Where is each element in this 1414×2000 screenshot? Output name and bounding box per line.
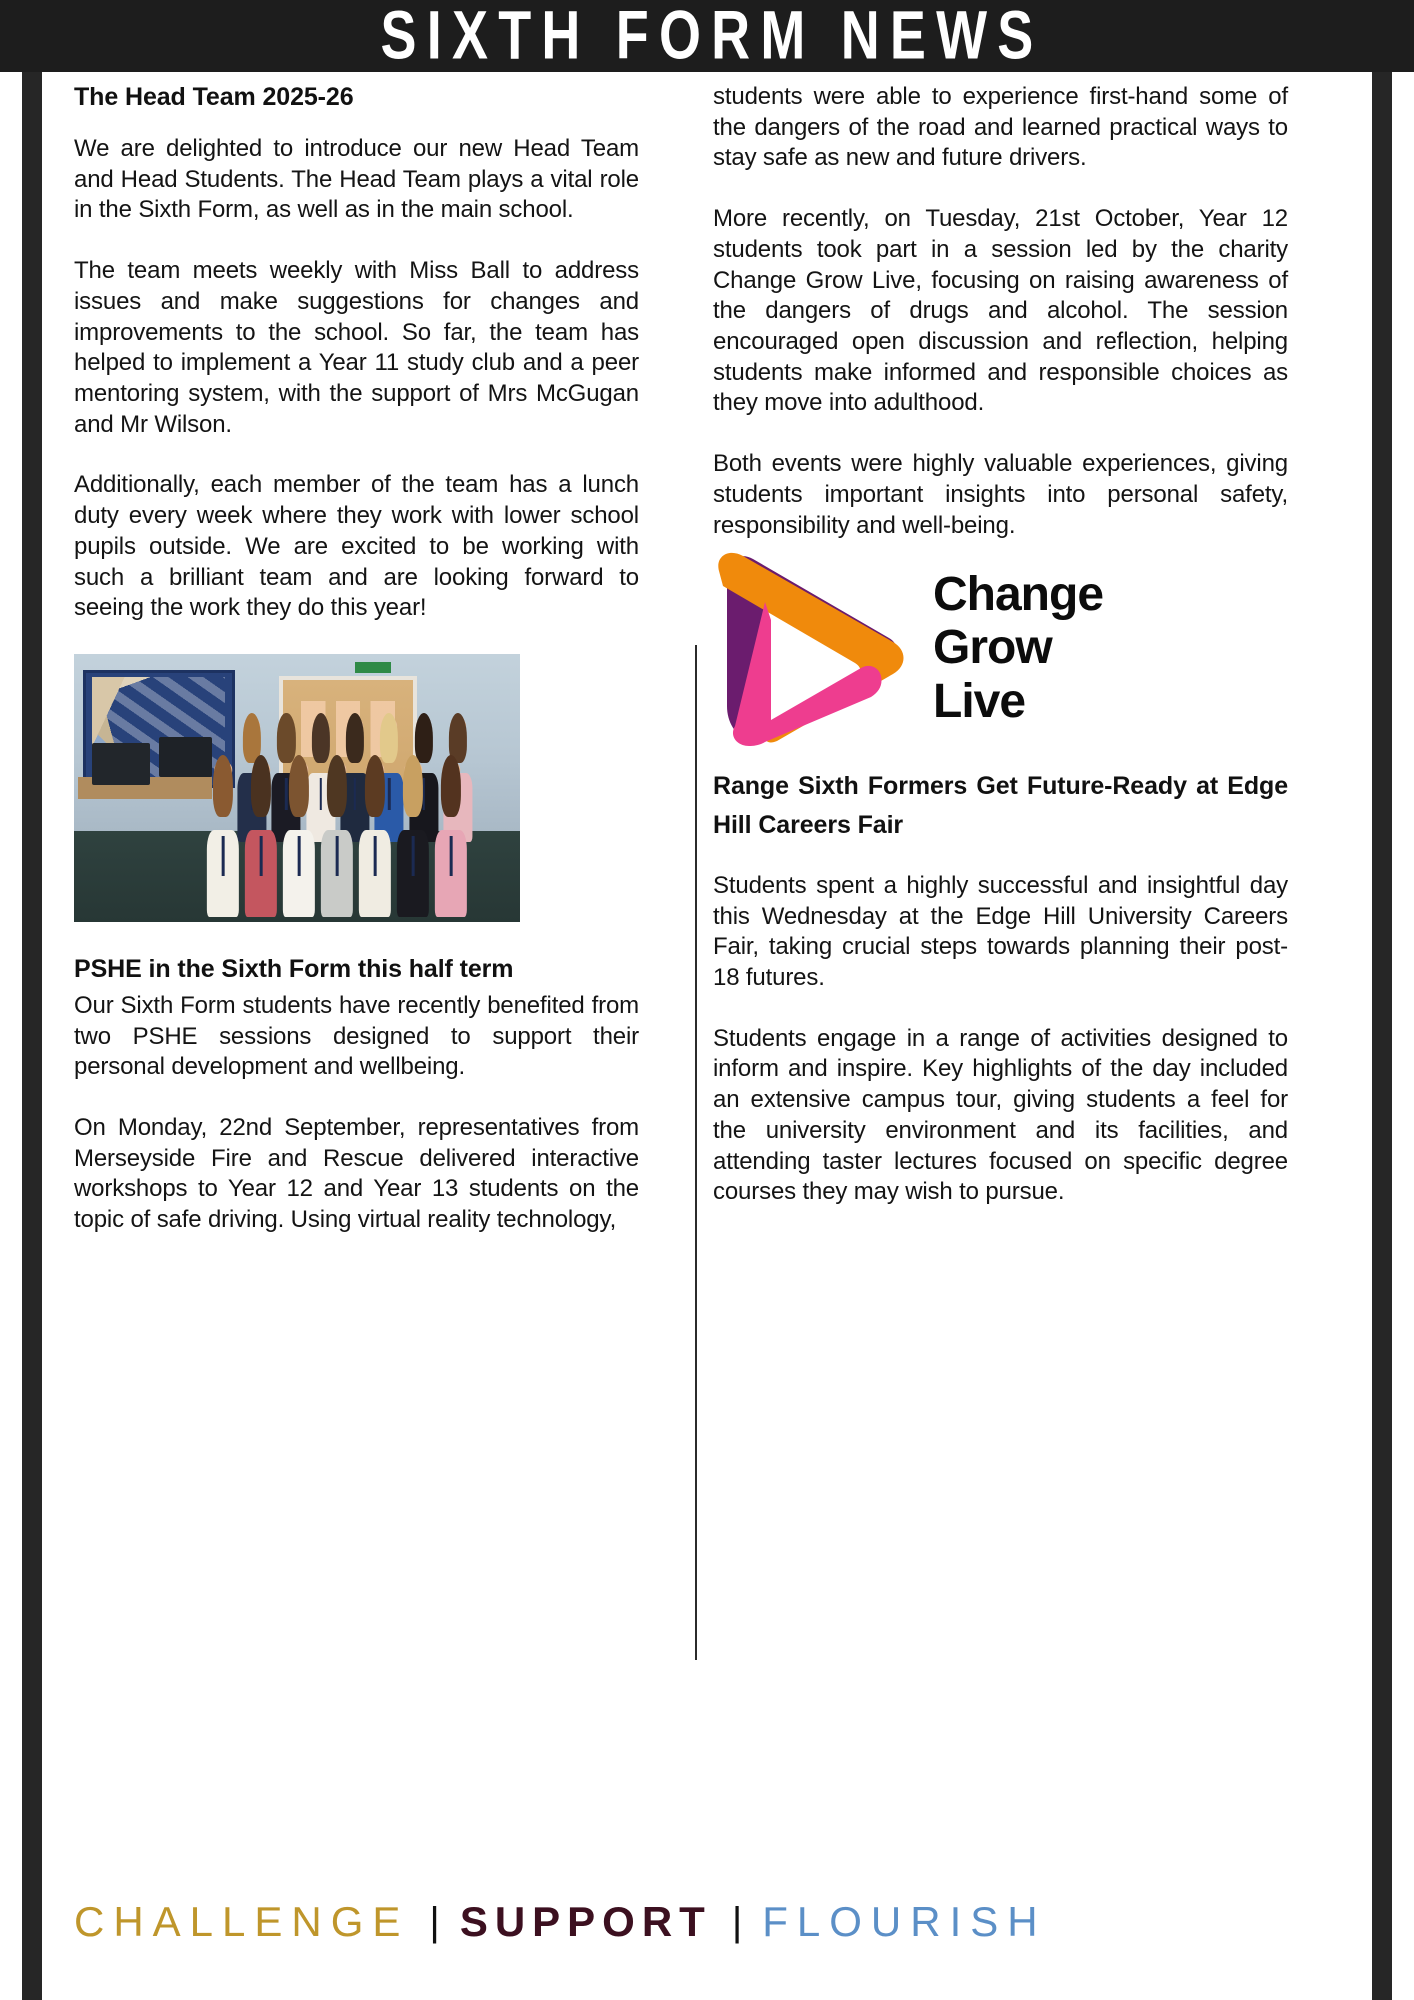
change-grow-live-logo	[713, 545, 1288, 751]
heading-head-team: The Head Team 2025-26	[74, 83, 354, 111]
photo-person	[434, 761, 468, 916]
photo-person	[320, 761, 354, 916]
paragraph-pshe-intro: Our Sixth Form students have recently benefited from two PSHE sessions designed to support their personal development and wellbeing.	[74, 991, 639, 1081]
right-border-rail	[1372, 72, 1392, 2000]
paragraph-careers-fair-activities: Students engage in a range of activities designed to inform and inspire. Key highlights of the day included an extensive campus tour, giving students a feel for the university environment and its facilities, and attending taster lectures focused on specific degree courses they may wish to pursue.	[713, 1024, 1288, 1206]
masthead-banner	[0, 0, 1414, 72]
strapline-challenge: CHALLENGE	[74, 1898, 410, 1945]
right-column	[713, 82, 1288, 1236]
paragraph-head-team-intro: We are delighted to introduce our new Head Team and Head Students. The Head Team plays a vital role in the Sixth Form, as well as in the main school.	[74, 135, 639, 224]
paragraph-events-summary: Both events were highly valuable experiences, giving students important insights into personal safety, responsibility and well-being.	[713, 450, 1288, 539]
paragraph-head-team-meetings: The team meets weekly with Miss Ball to address issues and make suggestions for changes and improvements to the school. So far, the team has helped to implement a Year 11 study club and a peer mentoring system, with the support of Mrs McGugan and Mr Wilson.	[74, 257, 639, 438]
strapline-separator-two: |	[731, 1899, 743, 1944]
photo-person	[396, 761, 430, 916]
heading-pshe: PSHE in the Sixth Form this half term	[74, 955, 514, 984]
photo-person	[282, 761, 316, 916]
photo-person	[206, 761, 240, 916]
strapline-flourish: FLOURISH	[762, 1898, 1047, 1945]
paragraph-pshe-fire-rescue: On Monday, 22nd September, representatives from Merseyside Fire and Rescue delivered interactive workshops to Year 12 and Year 13 students on the topic of safe driving. Using virtual reality technology,	[74, 1113, 639, 1234]
paragraph-change-grow-live-session: More recently, on Tuesday, 21st October, Year 12 students took part in a session led by the charity Change Grow Live, focusing on raising awareness of the dangers of drugs and alcohol. The session encouraged open discussion and reflection, helping students make informed and responsible choices as they move into adulthood.	[713, 205, 1288, 417]
strapline	[74, 1898, 1364, 1946]
strapline-separator-one: |	[429, 1899, 440, 1944]
head-team-group-photo	[74, 654, 520, 922]
logo-line-grow: Grow	[933, 621, 1052, 675]
left-column	[74, 82, 649, 1236]
page-title: SIXTH FORM NEWS	[380, 0, 1044, 74]
strapline-support: SUPPORT	[459, 1898, 712, 1945]
columns-wrapper	[74, 82, 1364, 1236]
paragraph-careers-fair-intro: Students spent a highly successful and insightful day this Wednesday at the Edge Hill University Careers Fair, taking crucial steps towards planning their post-18 futures.	[713, 871, 1288, 991]
logo-line-live: Live	[933, 675, 1026, 729]
photo-person	[358, 761, 392, 916]
photo-front-row	[74, 761, 520, 916]
change-grow-live-play-triangle-icon	[713, 550, 913, 746]
paragraph-head-team-duties: Additionally, each member of the team has a lunch duty every week where they work with lower school pupils outside. We are excited to be working with such a brilliant team and are looking forward to seeing the work they do this year!	[74, 471, 639, 622]
change-grow-live-wordmark	[933, 568, 1103, 729]
heading-edge-hill-careers-fair: Range Sixth Formers Get Future-Ready at Edge Hill Careers Fair	[713, 772, 1288, 840]
photo-person	[244, 761, 278, 916]
photo-exit-sign	[355, 662, 391, 673]
logo-line-change: Change	[933, 567, 1104, 621]
paragraph-road-safety-continued: students were able to experience first-hand some of the dangers of the road and learned practical ways to stay safe as new and future drivers.	[713, 83, 1288, 172]
content-area	[74, 82, 1364, 1902]
left-border-rail	[22, 72, 42, 2000]
